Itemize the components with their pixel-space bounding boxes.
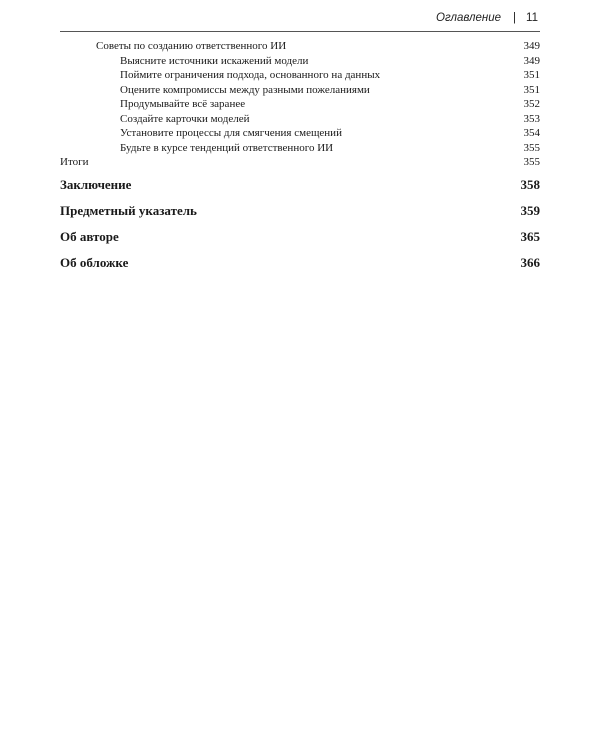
toc-chapter-label: Об авторе bbox=[60, 228, 119, 244]
toc-entry-label: Создайте карточки моделей bbox=[120, 112, 250, 125]
toc-chapter[interactable] bbox=[60, 255, 540, 281]
running-header-separator: | bbox=[513, 12, 517, 24]
toc-chapter-label: Об обложке bbox=[60, 254, 129, 270]
toc-entry[interactable] bbox=[60, 98, 540, 113]
toc-entry-label: Установите процессы для смягчения смещений bbox=[120, 127, 342, 139]
toc-entry-label: Выясните источники искажений модели bbox=[120, 54, 309, 67]
toc-chapter-page: 358 bbox=[520, 176, 540, 192]
toc-entry-label: Поймите ограничения подхода, основанного на данных bbox=[120, 69, 381, 81]
toc-entry-page: 349 bbox=[523, 40, 540, 52]
toc-entry-page: 351 bbox=[523, 83, 540, 96]
running-header bbox=[436, 12, 538, 24]
toc-entry[interactable] bbox=[60, 113, 540, 128]
toc-chapter-page: 359 bbox=[520, 202, 540, 218]
toc-entry-page: 355 bbox=[523, 156, 540, 168]
toc-chapter-page: 365 bbox=[520, 228, 540, 244]
toc-entry-label: Оцените компромиссы между разными пожеланиями bbox=[120, 83, 370, 96]
toc-entry-page: 353 bbox=[523, 112, 540, 125]
toc-chapter-label: Заключение bbox=[60, 176, 132, 192]
toc-entry[interactable] bbox=[60, 40, 540, 55]
toc-chapter-label: Предметный указатель bbox=[60, 202, 197, 218]
toc-entry-label: Советы по созданию ответственного ИИ bbox=[96, 40, 287, 52]
toc-entry[interactable] bbox=[60, 127, 540, 142]
running-header-title: Оглавление bbox=[436, 12, 502, 24]
toc-entry-page: 352 bbox=[523, 98, 540, 110]
toc-entry-page: 355 bbox=[523, 141, 540, 154]
header-rule bbox=[60, 31, 540, 32]
toc-entry[interactable] bbox=[60, 156, 540, 171]
toc-entry-label: Продумывайте всё заранее bbox=[120, 98, 246, 110]
toc-entry[interactable] bbox=[60, 69, 540, 84]
toc-chapter[interactable] bbox=[60, 177, 540, 203]
toc-entry[interactable] bbox=[60, 142, 540, 157]
toc-entry-label: Итоги bbox=[60, 156, 89, 168]
toc-chapter[interactable] bbox=[60, 203, 540, 229]
toc-chapter-page: 366 bbox=[520, 254, 540, 270]
toc-entry[interactable] bbox=[60, 55, 540, 70]
toc-entry-label: Будьте в курсе тенденций ответственного ИИ bbox=[120, 141, 334, 154]
toc-chapter[interactable] bbox=[60, 229, 540, 255]
toc-entry-page: 351 bbox=[523, 69, 540, 81]
table-of-contents bbox=[60, 40, 540, 281]
toc-entry-page: 349 bbox=[523, 54, 540, 67]
toc-entry-page: 354 bbox=[523, 127, 540, 139]
page-number: 11 bbox=[526, 12, 538, 24]
toc-entry[interactable] bbox=[60, 84, 540, 99]
